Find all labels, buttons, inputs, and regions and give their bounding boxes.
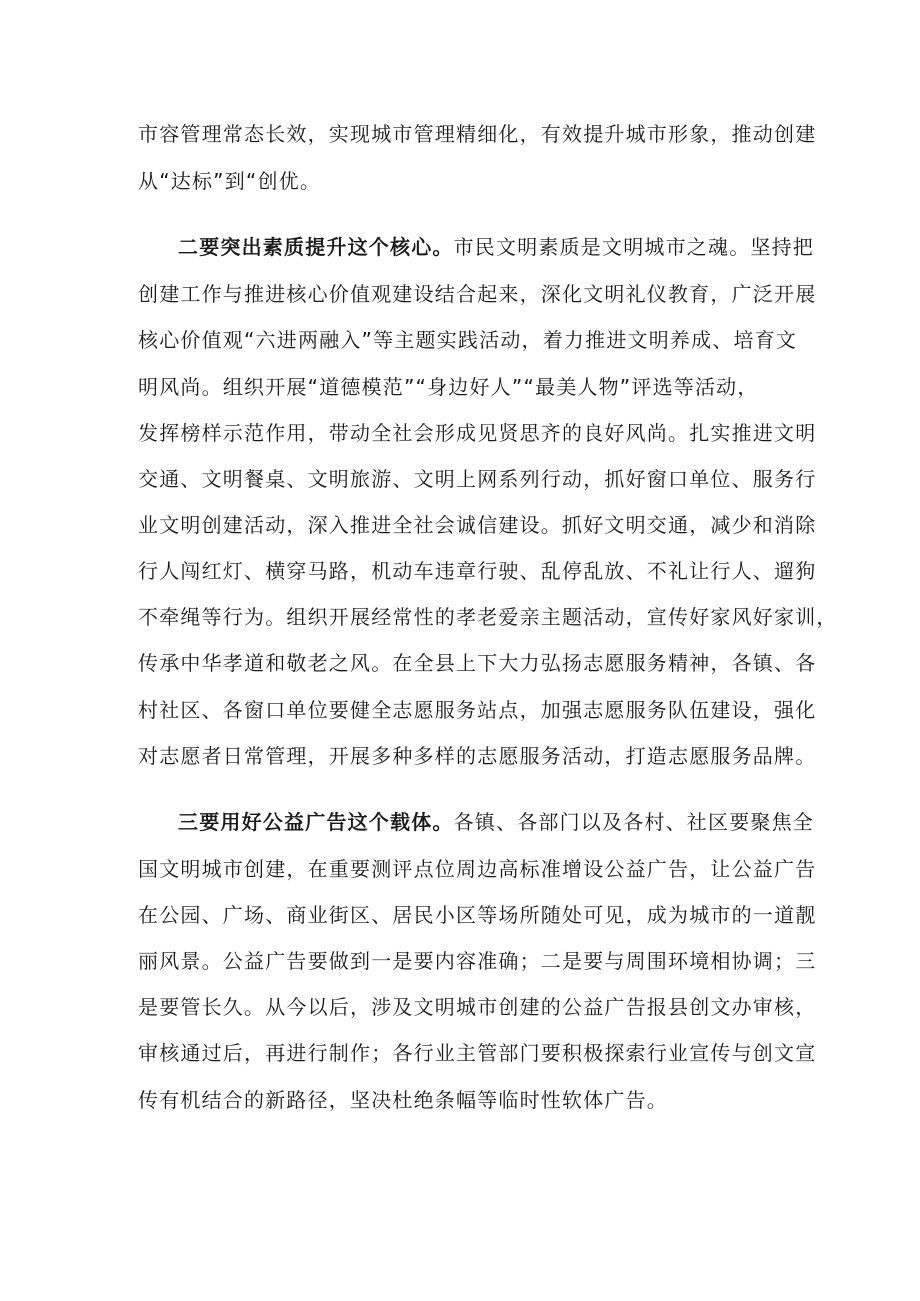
text-line: 在公园、广场、商业街区、居民小区等场所随处可见，成为城市的一道靓	[138, 903, 817, 927]
text-line: 是要管长久。从今以后，涉及文明城市创建的公益广告报县创文办审核，	[138, 995, 817, 1019]
text-line: 核心价值观“六进两融入”等主题实践活动，着力推进文明养成、培育文	[138, 328, 798, 352]
text-line: 创建工作与推进核心价值观建设结合起来，深化文明礼仪教育，广泛开展	[138, 282, 817, 306]
text-line: 村社区、各窗口单位要健全志愿服务站点，加强志愿服务队伍建设，强化	[138, 698, 817, 722]
text-line: 丽风景。公益广告要做到一是要内容准确；二是要与周围环境相协调；三	[138, 949, 817, 973]
paragraph-first-line	[178, 808, 815, 836]
text-line: 国文明城市创建，在重要测评点位周边高标准增设公益广告，让公益广告	[138, 857, 817, 881]
text-line: 明风尚。组织开展“道德模范”“身边好人”“最美人物”评选等活动，	[138, 375, 759, 399]
text-line: 业文明创建活动，深入推进全社会诚信建设。抓好文明交通，减少和消除	[138, 513, 817, 537]
text-line: 不牵绳等行为。组织开展经常性的孝老爱亲主题活动，宣传好家风好家训，	[138, 605, 838, 629]
paragraph-text: 市民文明素质是文明城市之魂。坚持把	[453, 235, 815, 259]
text-line: 行人闯红灯、横穿马路，机动车违章行驶、乱停乱放、不礼让行人、遛狗	[138, 559, 817, 583]
text-line: 市容管理常态长效，实现城市管理精细化，有效提升城市形象，推动创建	[138, 122, 817, 146]
paragraph-text: 各镇、各部门以及各村、社区要聚焦全	[453, 810, 815, 834]
text-line: 传有机结合的新路径，坚决杜绝条幅等临时性软体广告。	[138, 1088, 668, 1112]
paragraph-first-line	[178, 233, 815, 261]
paragraph-heading: 二要突出素质提升这个核心。	[178, 235, 454, 259]
text-line: 发挥榜样示范作用，带动全社会形成见贤思齐的良好风尚。扎实推进文明	[138, 421, 817, 445]
text-line: 交通、文明餐桌、文明旅游、文明上网系列行动，抓好窗口单位、服务行	[138, 467, 817, 491]
paragraph-heading: 三要用好公益广告这个载体。	[178, 810, 454, 834]
text-line: 传承中华孝道和敬老之风。在全县上下大力弘扬志愿服务精神，各镇、各	[138, 651, 817, 675]
text-line: 从“达标”到“创优。	[138, 169, 322, 193]
text-line: 对志愿者日常管理，开展多种多样的志愿服务活动，打造志愿服务品牌。	[138, 744, 817, 768]
text-line: 审核通过后，再进行制作；各行业主管部门要积极探索行业宣传与创文宣	[138, 1041, 817, 1065]
